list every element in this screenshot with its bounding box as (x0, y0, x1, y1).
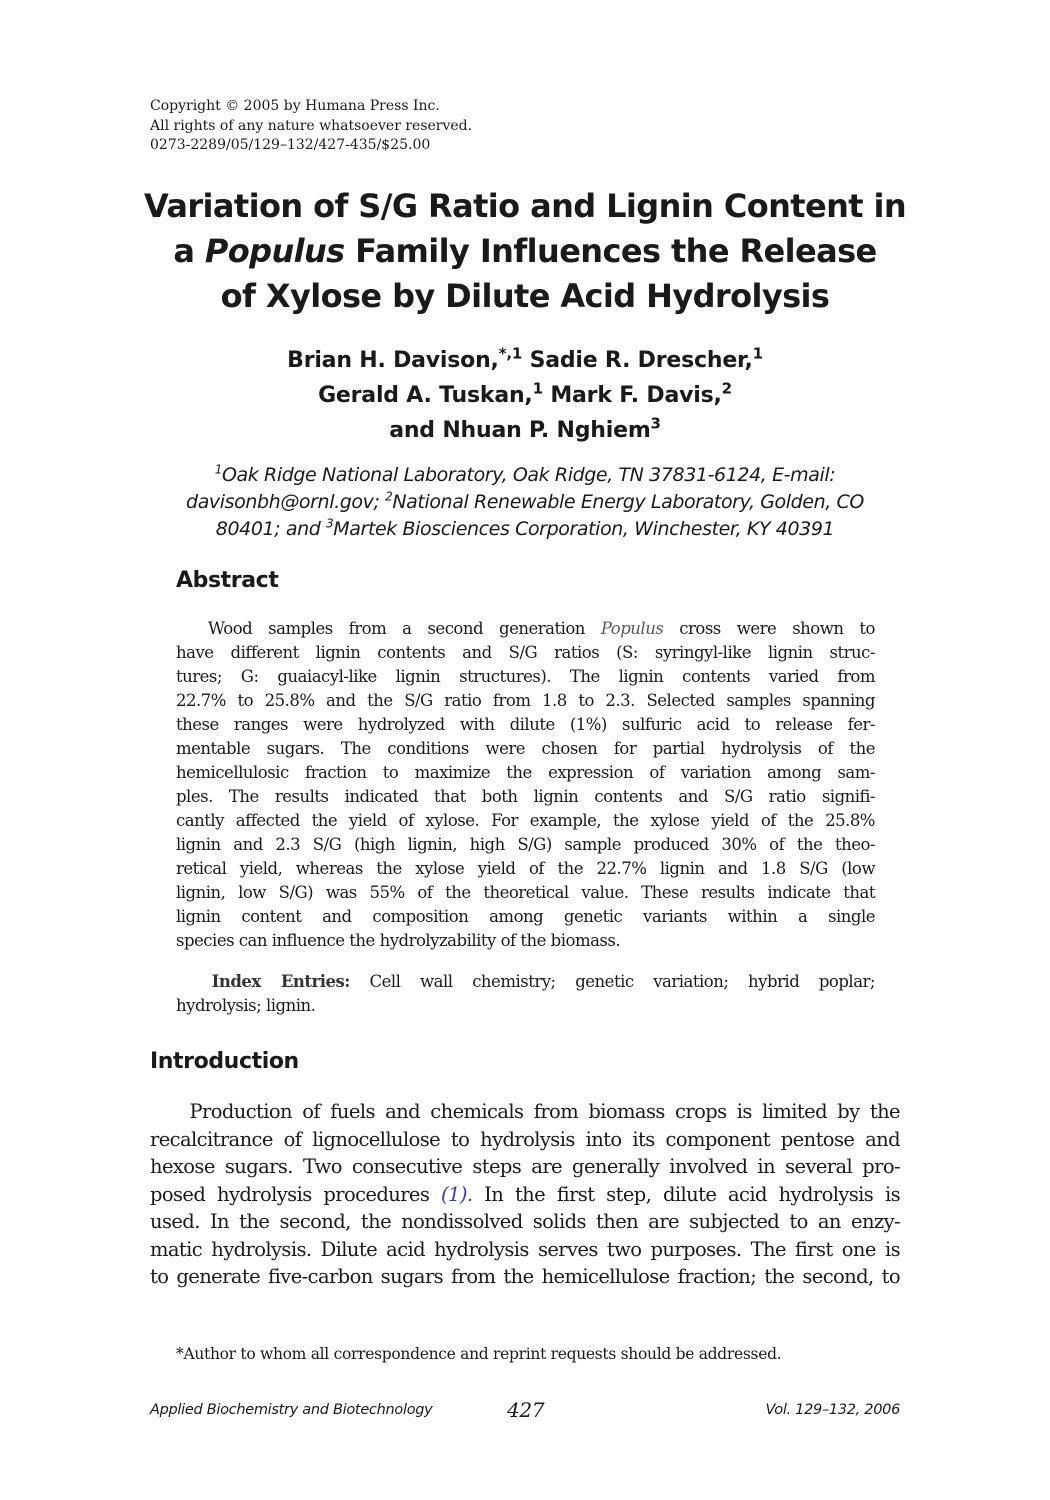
intro-line: to generate five-carbon sugars from the hemicellulose fraction; the second, to (150, 1265, 900, 1288)
author-line-1: Brian H. Davison,$^{*,1}$ Sadie R. Drescher,$^1$ (287, 344, 763, 373)
index-entries (176, 970, 875, 1018)
article-title (100, 184, 950, 319)
author-davison: Brian H. Davison, (287, 348, 499, 373)
index-entries-label: Index Entries: (211, 972, 350, 991)
abstract-line: cantly affected the yield of xylose. For example, the xylose yield of the 25.8% (176, 811, 875, 830)
abstract-heading: Abstract (176, 568, 279, 593)
abstract-line: have different lignin contents and S/G ratios (S: syringyl-like lignin struc- (176, 643, 875, 662)
author-line-3: and Nhuan P. Nghiem$^3$ (389, 414, 661, 443)
copyright-line: Copyright © 2005 by Humana Press Inc. (150, 98, 440, 114)
title-line-1: Variation of S/G Ratio and Lignin Content in (143, 187, 907, 225)
intro-line: matic hydrolysis. Dilute acid hydrolysis serves two purposes. The first one is (150, 1237, 900, 1261)
issn-line: 0273-2289/05/129–132/427-435/$25.00 (150, 137, 431, 153)
title-line-3: of Xylose by Dilute Acid Hydrolysis (220, 277, 830, 315)
author-list (100, 343, 950, 448)
intro-line: posed hydrolysis procedures (1). In the first step, dilute acid hydrolysis is (150, 1182, 900, 1206)
title-line-2: a Populus Family Influences the Release (173, 232, 877, 270)
rights-line: All rights of any nature whatsoever reserved. (150, 117, 473, 134)
abstract-line: hemicellulosic fraction to maximize the expression of variation among sam- (176, 763, 875, 782)
introduction-text (150, 1098, 900, 1291)
journal-name: Applied Biochemistry and Biotechnology (150, 1402, 433, 1418)
intro-line: used. In the second, the nondissolved solids then are subjected to an enzy- (150, 1210, 900, 1233)
introduction-heading: Introduction (150, 1049, 299, 1074)
index-entries-line-2: hydrolysis; lignin. (176, 996, 316, 1015)
abstract-line: tures; G: guaiacyl-like lignin structures). The lignin contents varied from (176, 667, 875, 686)
abstract-line: mentable sugars. The conditions were chosen for partial hydrolysis of the (176, 739, 875, 758)
affiliation-line-1: $^1$Oak Ridge National Laboratory, Oak Ridge, TN 37831-6124, E-mail: (214, 462, 836, 486)
abstract-line: species can influence the hydrolyzability of the biomass. (176, 931, 621, 950)
author-davis: Mark F. Davis, (550, 383, 722, 408)
author-tuskan: Gerald A. Tuskan, (318, 383, 533, 408)
abstract-line: ples. The results indicated that both lignin contents and S/G ratio signifi- (176, 787, 875, 806)
affiliation-line-2: davisonbh@ornl.gov; $^2$National Renewable Energy Laboratory, Golden, CO (186, 489, 864, 513)
title-genus: Populus (204, 232, 345, 270)
abstract-text (176, 617, 875, 953)
volume-info: Vol. 129–132, 2006 (765, 1402, 900, 1418)
abstract-line: 22.7% to 25.8% and the S/G ratio from 1.8 to 2.3. Selected samples spanning (176, 691, 875, 710)
page-number: 427 (507, 1398, 545, 1422)
abstract-line: lignin and 2.3 S/G (high lignin, high S/G) sample produced 30% of the theo- (176, 835, 875, 854)
index-entries-line-1: Index Entries: Cell wall chemistry; genetic variation; hybrid poplar; (211, 972, 875, 991)
corresponding-author-footnote: *Author to whom all correspondence and reprint requests should be addressed. (176, 1345, 782, 1363)
intro-line: hexose sugars. Two consecutive steps are generally involved in several pro- (150, 1155, 900, 1178)
intro-line: Production of fuels and chemicals from biomass crops is limited by the (189, 1100, 900, 1123)
author-nghiem: Nhuan P. Nghiem (442, 418, 651, 443)
affiliations (120, 462, 930, 543)
abstract-line: lignin, low S/G) was 55% of the theoretical value. These results indicate that (176, 883, 875, 902)
affiliation-line-3: 80401; and $^3$Martek Biosciences Corporation, Winchester, KY 40391 (215, 516, 835, 540)
author-line-2: Gerald A. Tuskan,$^1$ Mark F. Davis,$^2$ (318, 379, 732, 408)
abstract-line: retical yield, whereas the xylose yield of the 22.7% lignin and 1.8 S/G (low (176, 859, 875, 878)
intro-line: recalcitrance of lignocellulose to hydrolysis into its component pentose and (150, 1127, 900, 1151)
copyright-notice (150, 97, 472, 156)
abstract-line: lignin content and composition among genetic variants within a single (176, 907, 875, 926)
abstract-line: these ranges were hydrolyzed with dilute (1%) sulfuric acid to release fer- (176, 715, 875, 734)
reference-link[interactable]: (1). (441, 1182, 473, 1206)
author-drescher: Sadie R. Drescher, (529, 348, 753, 373)
abstract-line: Wood samples from a second generation Populus cross were shown to (207, 619, 875, 638)
